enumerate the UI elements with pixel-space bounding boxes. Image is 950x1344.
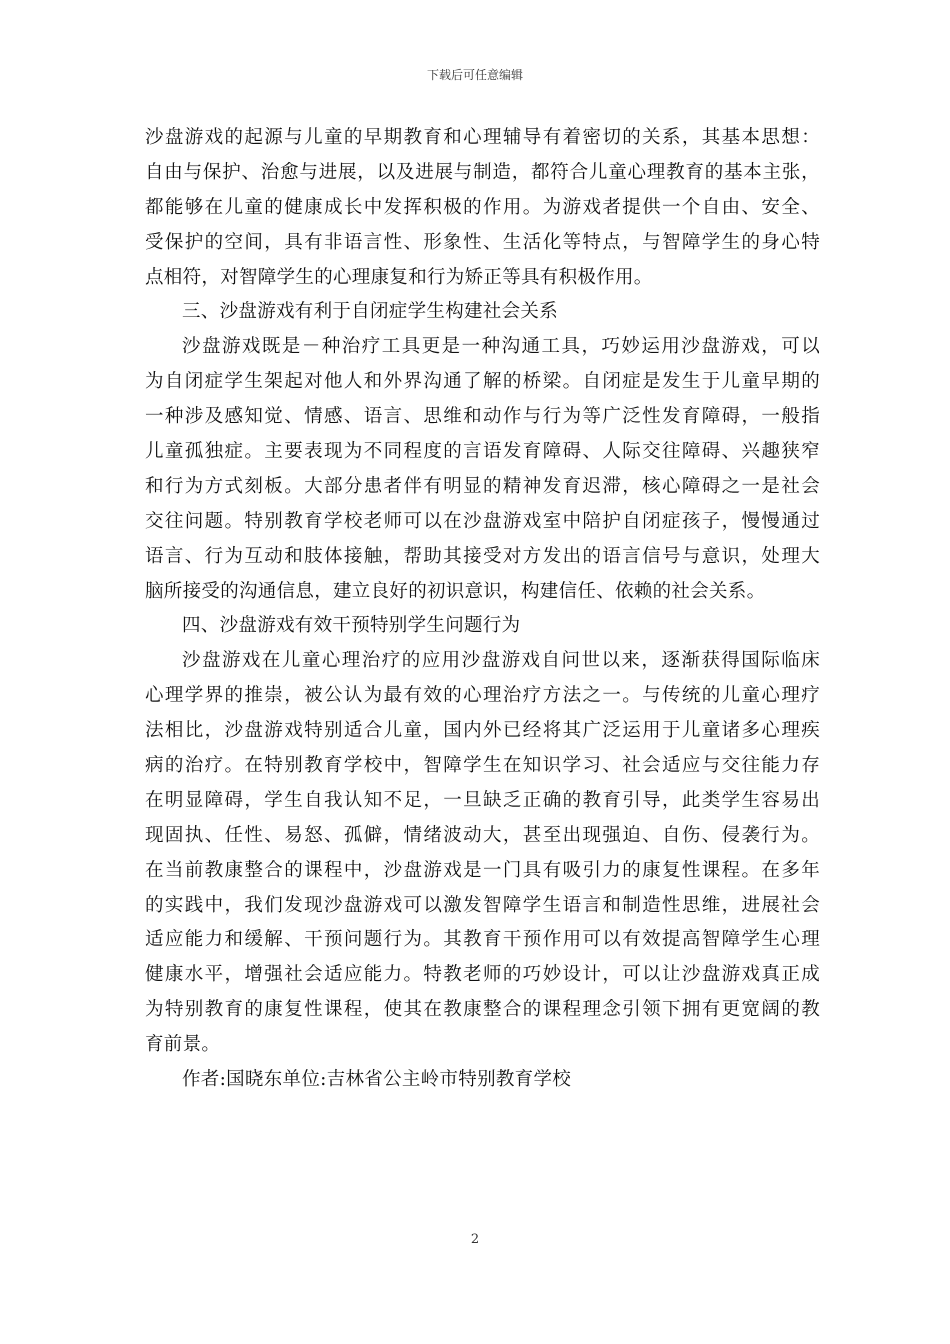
text-line: 为特别教育的康复性课程，使其在教康整合的课程理念引领下拥有更宽阔的教: [145, 999, 820, 1021]
text-line: 交往问题。特别教育学校老师可以在沙盘游戏室中陪护自闭症孩子，慢慢通过: [145, 510, 820, 532]
text-line: 儿童孤独症。主要表现为不同程度的言语发育障碍、人际交往障碍、兴趣狭窄: [145, 441, 820, 463]
text-line: 适应能力和缓解、干预问题行为。其教育干预作用可以有效提高智障学生心理: [145, 929, 820, 951]
text-line: 作者:国晓东单位:吉林省公主岭市特别教育学校: [182, 1069, 572, 1091]
text-line: 沙盘游戏既是－种治疗工具更是一种沟通工具，巧妙运用沙盘游戏，可以: [182, 336, 820, 358]
text-line: 自由与保护、治愈与进展，以及进展与制造，都符合儿童心理教育的基本主张，: [145, 161, 820, 183]
text-line: 语言、行为互动和肢体接触，帮助其接受对方发出的语言信号与意识，处理大: [145, 545, 820, 567]
text-line: 病的治疗。在特别教育学校中，智障学生在知识学习、社会适应与交往能力存: [145, 755, 820, 777]
page-number: 2: [470, 1232, 480, 1247]
text-line: 在明显障碍，学生自我认知不足，一旦缺乏正确的教育引导，此类学生容易出: [145, 789, 820, 811]
text-line: 脑所接受的沟通信息，建立良好的初识意识，构建信任、依赖的社会关系。: [145, 580, 766, 602]
text-line: 为自闭症学生架起对他人和外界沟通了解的桥梁。自闭症是发生于儿童早期的: [145, 371, 820, 393]
page-header: 下载后可任意编辑: [426, 68, 523, 82]
text-line: 的实践中，我们发现沙盘游戏可以激发智障学生语言和制造性思维，进展社会: [145, 894, 820, 916]
document-body: [145, 121, 820, 1098]
text-line: 和行为方式刻板。大部分患者伴有明显的精神发育迟滞，核心障碍之一是社会: [145, 475, 820, 497]
text-line: 现固执、任性、易怒、孤僻，情绪波动大，甚至出现强迫、自伤、侵袭行为。: [145, 824, 820, 846]
text-line: 点相符，对智障学生的心理康复和行为矫正等具有积极作用。: [145, 266, 653, 288]
text-line: 受保护的空间，具有非语言性、形象性、生活化等特点，与智障学生的身心特: [145, 231, 820, 253]
text-line: 健康水平，增强社会适应能力。特教老师的巧妙设计，可以让沙盘游戏真正成: [145, 964, 820, 986]
text-line: 四、沙盘游戏有效干预特别学生问题行为: [182, 615, 521, 637]
text-line: 法相比，沙盘游戏特别适合儿童，国内外已经将其广泛运用于儿童诸多心理疾: [145, 720, 820, 742]
text-line: 育前景。: [145, 1034, 221, 1056]
text-line: 沙盘游戏的起源与儿童的早期教育和心理辅导有着密切的关系，其基本思想：: [145, 127, 820, 148]
text-line: 心理学界的推崇，被公认为最有效的心理治疗方法之一。与传统的儿童心理疗: [145, 685, 820, 707]
text-line: 一种涉及感知觉、情感、语言、思维和动作与行为等广泛性发育障碍，一般指: [145, 406, 820, 428]
text-line: 在当前教康整合的课程中，沙盘游戏是一门具有吸引力的康复性课程。在多年: [145, 859, 820, 881]
text-line: 都能够在儿童的健康成长中发挥积极的作用。为游戏者提供一个自由、安全、: [145, 196, 820, 218]
text-line: 沙盘游戏在儿童心理治疗的应用沙盘游戏自问世以来，逐渐获得国际临床: [182, 650, 820, 672]
text-line: 三、沙盘游戏有利于自闭症学生构建社会关系: [182, 301, 559, 323]
